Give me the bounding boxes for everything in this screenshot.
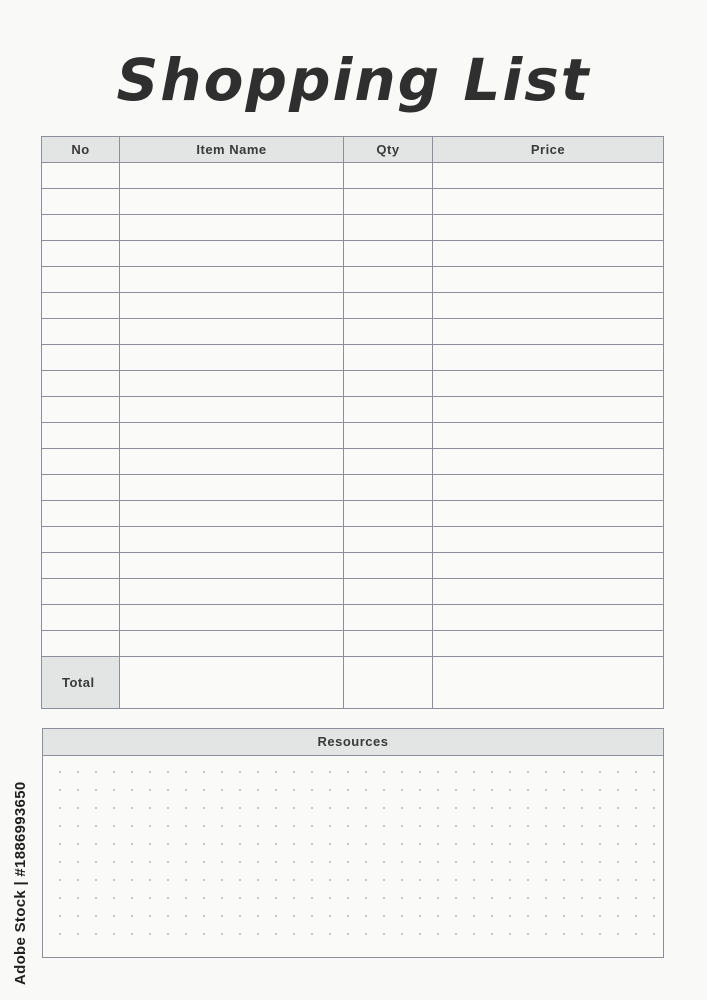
no-cell[interactable] — [42, 319, 120, 345]
no-cell[interactable] — [42, 449, 120, 475]
price-cell[interactable] — [433, 605, 664, 631]
table-row — [42, 397, 664, 423]
price-cell[interactable] — [433, 267, 664, 293]
column-header-price: Price — [433, 137, 664, 163]
table-row — [42, 631, 664, 657]
no-cell[interactable] — [42, 345, 120, 371]
no-cell[interactable] — [42, 553, 120, 579]
table-header-row — [42, 137, 664, 163]
table-row — [42, 215, 664, 241]
price-cell[interactable] — [433, 631, 664, 657]
qty-cell[interactable] — [344, 397, 433, 423]
qty-cell[interactable] — [344, 189, 433, 215]
price-cell[interactable] — [433, 527, 664, 553]
table-row — [42, 241, 664, 267]
no-cell[interactable] — [42, 527, 120, 553]
table-row — [42, 501, 664, 527]
qty-cell[interactable] — [344, 371, 433, 397]
no-cell[interactable] — [42, 579, 120, 605]
table-row — [42, 449, 664, 475]
item-name-cell[interactable] — [120, 189, 344, 215]
item-name-cell[interactable] — [120, 475, 344, 501]
dot-grid-area[interactable] — [51, 763, 655, 949]
no-cell[interactable] — [42, 631, 120, 657]
item-name-cell[interactable] — [120, 293, 344, 319]
qty-cell[interactable] — [344, 605, 433, 631]
qty-cell[interactable] — [344, 293, 433, 319]
price-cell[interactable] — [433, 449, 664, 475]
item-name-cell[interactable] — [120, 163, 344, 189]
table-body — [42, 163, 664, 709]
table-row — [42, 319, 664, 345]
resources-title: Resources — [43, 729, 663, 756]
qty-cell[interactable] — [344, 345, 433, 371]
price-cell[interactable] — [433, 189, 664, 215]
no-cell[interactable] — [42, 423, 120, 449]
qty-cell[interactable] — [344, 241, 433, 267]
price-cell[interactable] — [433, 423, 664, 449]
no-cell[interactable] — [42, 397, 120, 423]
resources-box — [42, 728, 664, 958]
table-row — [42, 553, 664, 579]
table-row — [42, 293, 664, 319]
price-cell[interactable] — [433, 345, 664, 371]
item-name-cell[interactable] — [120, 215, 344, 241]
price-cell[interactable] — [433, 293, 664, 319]
item-name-cell[interactable] — [120, 267, 344, 293]
table-row — [42, 423, 664, 449]
price-cell[interactable] — [433, 371, 664, 397]
item-name-cell[interactable] — [120, 527, 344, 553]
table-row — [42, 163, 664, 189]
qty-cell[interactable] — [344, 579, 433, 605]
qty-cell[interactable] — [344, 553, 433, 579]
no-cell[interactable] — [42, 501, 120, 527]
no-cell[interactable] — [42, 475, 120, 501]
shopping-list-table — [41, 136, 664, 709]
item-name-cell[interactable] — [120, 501, 344, 527]
item-name-cell[interactable] — [120, 371, 344, 397]
item-name-cell[interactable] — [120, 449, 344, 475]
item-name-cell[interactable] — [120, 397, 344, 423]
total-item-cell[interactable] — [120, 657, 344, 709]
qty-cell[interactable] — [344, 423, 433, 449]
column-header-qty: Qty — [344, 137, 433, 163]
column-header-item-name: Item Name — [120, 137, 344, 163]
price-cell[interactable] — [433, 163, 664, 189]
total-price-cell[interactable] — [433, 657, 664, 709]
page-title: Shopping List — [116, 46, 591, 114]
qty-cell[interactable] — [344, 319, 433, 345]
item-name-cell[interactable] — [120, 423, 344, 449]
price-cell[interactable] — [433, 397, 664, 423]
table-row — [42, 345, 664, 371]
price-cell[interactable] — [433, 215, 664, 241]
price-cell[interactable] — [433, 501, 664, 527]
no-cell[interactable] — [42, 371, 120, 397]
table-row — [42, 267, 664, 293]
price-cell[interactable] — [433, 553, 664, 579]
table-row — [42, 605, 664, 631]
price-cell[interactable] — [433, 319, 664, 345]
price-cell[interactable] — [433, 241, 664, 267]
qty-cell[interactable] — [344, 215, 433, 241]
qty-cell[interactable] — [344, 527, 433, 553]
total-label: Total — [42, 657, 120, 709]
qty-cell[interactable] — [344, 475, 433, 501]
item-name-cell[interactable] — [120, 579, 344, 605]
no-cell[interactable] — [42, 215, 120, 241]
stock-watermark: Adobe Stock | #1886993650 — [12, 781, 29, 985]
qty-cell[interactable] — [344, 501, 433, 527]
item-name-cell[interactable] — [120, 241, 344, 267]
price-cell[interactable] — [433, 475, 664, 501]
item-name-cell[interactable] — [120, 605, 344, 631]
table-row — [42, 189, 664, 215]
qty-cell[interactable] — [344, 631, 433, 657]
item-name-cell[interactable] — [120, 631, 344, 657]
qty-cell[interactable] — [344, 163, 433, 189]
total-row — [42, 657, 664, 709]
item-name-cell[interactable] — [120, 345, 344, 371]
table-row — [42, 371, 664, 397]
no-cell[interactable] — [42, 189, 120, 215]
no-cell[interactable] — [42, 605, 120, 631]
no-cell[interactable] — [42, 293, 120, 319]
no-cell[interactable] — [42, 241, 120, 267]
no-cell[interactable] — [42, 267, 120, 293]
item-name-cell[interactable] — [120, 319, 344, 345]
qty-cell[interactable] — [344, 267, 433, 293]
item-name-cell[interactable] — [120, 553, 344, 579]
total-qty-cell[interactable] — [344, 657, 433, 709]
column-header-no: No — [42, 137, 120, 163]
table-row — [42, 579, 664, 605]
qty-cell[interactable] — [344, 449, 433, 475]
table-row — [42, 527, 664, 553]
no-cell[interactable] — [42, 163, 120, 189]
price-cell[interactable] — [433, 579, 664, 605]
table-row — [42, 475, 664, 501]
